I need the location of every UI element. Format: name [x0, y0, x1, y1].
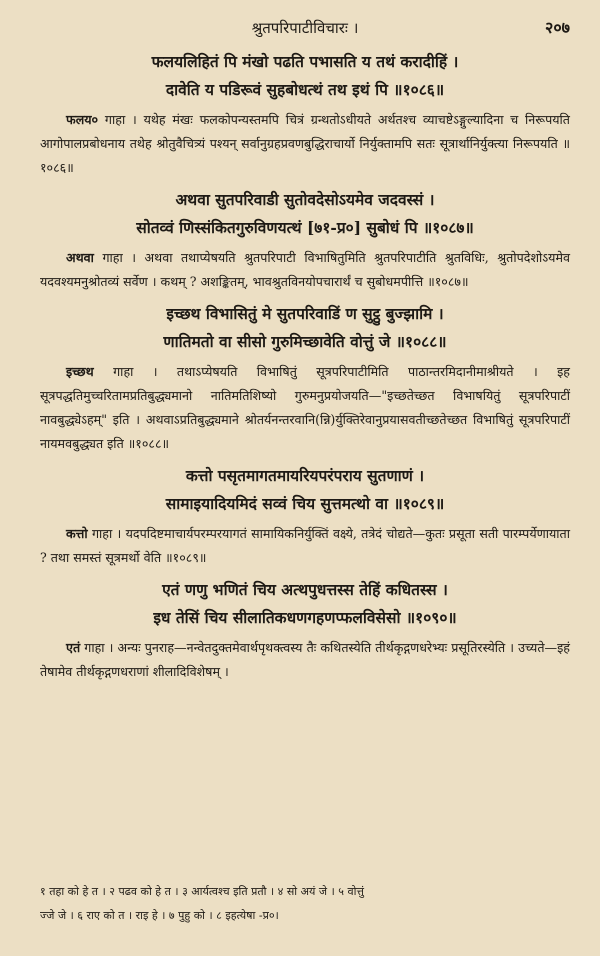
verse-section	[40, 186, 570, 294]
commentary-text: गाहा । अथवा तथाप्येषयति श्रुतपरिपाटी विभाषितुमिति श्रुतपरिपाटीति श्रुतविधिः, श्रुतोपदेशोऽयमेव यदवश्यमनुश्रोतव्यं सर्वेण । कथम् ? अशङ्कितम्, भावश्रुतविनयोपचारार्थं च सुबोधमपीत्ति ॥१०८७॥	[40, 250, 570, 289]
commentary-lead-word: अथवा	[66, 250, 94, 265]
verse-line: एतं णणु भणितं चिय अत्थपुधत्तस्स तेहिं कधितस्स ।	[162, 580, 448, 599]
verse-line: अथवा सुतपरिवाडी सुतोवदेसोऽयमेव जदवस्सं ।	[175, 190, 435, 209]
commentary-paragraph	[40, 522, 570, 570]
verse-section	[40, 300, 570, 456]
commentary-paragraph	[40, 636, 570, 684]
footnotes	[40, 880, 570, 928]
page-number: २०७	[545, 18, 570, 37]
commentary-text: गाहा । यदपदिष्टमाचार्यपरम्परयागतं सामायिकनिर्युक्तिं वक्ष्ये, तत्रेदं चोद्यते—कुतः प्रसूता सती पारम्पर्येणायाता ? तथा समस्तं सूत्रमर्थो वेति ॥१०८९॥	[40, 526, 570, 565]
commentary-text: गाहा । यथेह मंखः फलकोपन्यस्तमपि चित्रं ग्रन्थतोऽधीयते अर्थतश्च व्याचष्टेऽङ्गुल्यादिना च निरूपयति आगोपालप्रबोधनाय तथेह श्रोतुवैचित्र्यं पश्यन् सर्वानुग्रहप्रवणबुद्धिराचार्यो निर्युक्तामपि सतः सूत्रार्थानिर्युक्त्या निरूपयति ॥१०८६॥	[40, 112, 570, 175]
verse-line: णातिमतो वा सीसो गुरुमिच्छावेति वोत्तुं जे ॥१०८८॥	[163, 332, 447, 351]
commentary-lead-word: एतं	[66, 640, 81, 655]
verse-line: फलयलिहितं पि मंखो पढति पभासति य तथं करादीहिं ।	[151, 52, 459, 71]
commentary-block	[40, 108, 570, 180]
verse-section	[40, 462, 570, 570]
verse-line: इच्छथ विभासितुं मे सुतपरिवाडिं ण सुट्ठु बुज्झामि ।	[166, 304, 444, 323]
commentary-block	[40, 246, 570, 294]
header-title: श्रुतपरिपाटीविचारः ।	[251, 19, 359, 37]
running-header	[40, 14, 570, 42]
verse-line: दावेति य पडिरूवं सुहबोधत्थं तथ इथं पि ॥१०८६॥	[165, 80, 445, 99]
commentary-block	[40, 522, 570, 570]
commentary-paragraph	[40, 360, 570, 456]
commentary-block	[40, 360, 570, 456]
verse-line: सामाइयादियमिदं सव्वं चिय सुत्तमत्थो वा ॥१०८९॥	[165, 494, 445, 513]
commentary-lead-word: इच्छथ	[66, 364, 94, 379]
commentary-block	[40, 636, 570, 684]
verse-line: इध तेसिं चिय सीलातिकधणगहणप्फलविसेसो ॥१०९०॥	[153, 608, 457, 627]
verse-line: कत्तो पसृतमागतमायरियपरंपराय सुतणाणं ।	[185, 466, 425, 485]
commentary-lead-word: कत्तो	[66, 526, 88, 541]
commentary-text: गाहा । अन्यः पुनराह—नन्वेतदुक्तमेवार्थपृथक्त्वस्य तैः कथितस्येति तीर्थकृद्गणधरेभ्यः प्रसूतिरस्येति । उच्यते—इहं तेषामेव तीर्थकृद्गणधराणां शीलादिविशेषम् ।	[40, 640, 570, 679]
verse-line: सोतव्वं णिस्संकितगुरुविणयत्थं [७१-प्र०] सुबोधं पि ॥१०८७॥	[136, 218, 474, 237]
commentary-paragraph	[40, 246, 570, 294]
verse-section	[40, 576, 570, 684]
verse-section	[40, 48, 570, 180]
footnote-line: ज्जे जे । ६ राए को त । राइ हे । ७ पुहु को । ८ इहत्येषा -प्र०।	[40, 909, 279, 922]
footnote-line: १ तहा को हे त । २ पढव को हे त । ३ आर्यत्वश्च इति प्रतौ । ४ सो अयं जे । ५ वोत्तुं	[40, 885, 365, 898]
commentary-text: गाहा । तथाऽप्येषयति विभाषितुं सूत्रपरिपाटीमिति पाठान्तरमिदानीमाश्रीयते । इह सूत्रपद्धतिमुच्चरितामप्रतिबुद्ध्यमानो नातिमतिशिष्यो गुरुमनुप्रयोजयति—"इच्छतेच्छत विभाषयितुं सूत्रपरिपाटीं नावबुद्ध्येऽहम्" इति । अथवाऽप्रतिबुद्ध्यमाने श्रोतर्यनन्तरवानि(न्नि)र्युक्तिरेवानुप्रयासवतीच्छतेच्छत विभाषितुं सूत्रपरिपाटीं नायमवबुद्ध्यत इति ॥१०८८॥	[40, 364, 570, 451]
commentary-paragraph	[40, 108, 570, 180]
commentary-lead-word: फलय०	[66, 112, 99, 127]
sections-container	[40, 48, 570, 684]
